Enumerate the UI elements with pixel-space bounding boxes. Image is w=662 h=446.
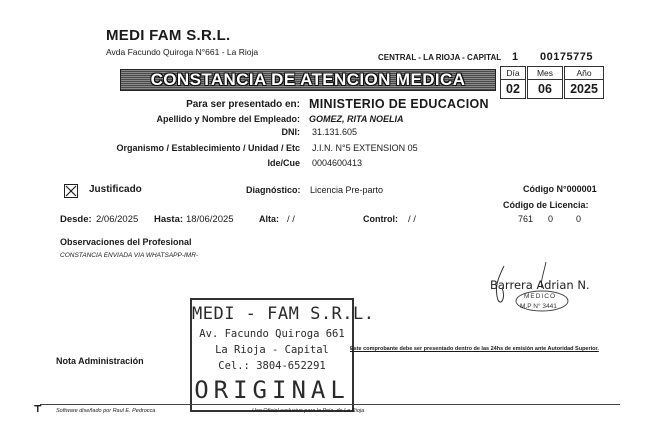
doctor-name: Barrera Adrian N. (490, 278, 590, 292)
branch-label: CENTRAL - LA RIOJA - CAPITAL (378, 53, 502, 62)
justified-checkbox[interactable] (64, 184, 78, 198)
justified-label: Justificado (89, 184, 142, 195)
company-name: MEDI FAM S.R.L. (106, 27, 231, 44)
code-label (523, 184, 597, 194)
document-title: CONSTANCIA DE ATENCION MEDICA (150, 70, 466, 89)
license-code-3: 0 (576, 214, 582, 224)
diagnosis-label: Diagnóstico: (246, 185, 301, 195)
stamp-phone: Cel.: 3804-652291 (218, 360, 326, 372)
from-label: Desde: (60, 214, 92, 225)
presented-value: MINISTERIO DE EDUCACION (309, 97, 489, 111)
software-logo-icon: ⸆ (34, 403, 42, 420)
original-stamp (190, 298, 375, 412)
ide-value: 0004600413 (312, 158, 363, 168)
to-value: 18/06/2025 (186, 214, 234, 225)
year-value: 2025 (570, 82, 598, 96)
month-label: Mes (528, 67, 562, 80)
dni-value: 31.131.605 (312, 127, 358, 137)
day-value: 02 (506, 82, 520, 96)
discharge-value: / / (287, 214, 295, 225)
official-use-note: Uso Oficial exclusivo para la Pcia. de La Rioja (252, 408, 365, 414)
date-year-box (564, 66, 604, 99)
dni-label: DNI: (281, 127, 300, 137)
observations-label: Observaciones del Profesional (60, 237, 192, 247)
doctor-signature (476, 258, 606, 328)
notice-text: Este comprobante debe ser presentado dentro de las 24hs de emisión ante Autoridad Superior. (350, 346, 599, 352)
control-label: Control: (363, 214, 398, 224)
month-value: 06 (538, 82, 552, 96)
organism-value: J.I.N. N°5 EXTENSION 05 (312, 143, 418, 153)
ide-label: Ide/Cue (267, 158, 300, 168)
doctor-role: MEDICO (524, 293, 556, 300)
day-label: Día (501, 67, 525, 80)
control-value: / / (408, 214, 416, 225)
license-code-1: 761 (518, 214, 534, 224)
check-x-icon (65, 185, 77, 197)
copy-number: 1 (512, 51, 519, 63)
stamp-address: Av. Facundo Quiroga 661 (199, 328, 345, 340)
stamp-city: La Rioja - Capital (215, 344, 329, 356)
license-code-label: Código de Licencia: (503, 200, 589, 210)
from-value: 2/06/2025 (96, 214, 139, 225)
stamp-company: MEDI - FAM S.R.L. (192, 304, 375, 324)
year-label: Año (565, 67, 603, 80)
date-month-box (527, 66, 563, 99)
observations-text: CONSTANCIA ENVIADA VIA WHATSAPP-IMR- (60, 252, 199, 259)
stamp-original: ORIGINAL (194, 376, 350, 404)
company-address: Avda Facundo Quiroga N°661 - La Rioja (106, 47, 259, 57)
license-code-2: 0 (548, 214, 554, 224)
code-label-text: Código N° (523, 184, 567, 194)
presented-label: Para ser presentado en: (186, 99, 300, 110)
software-credit: Software diseñado por Raul E. Pedrocca (56, 408, 156, 414)
organism-label: Organismo / Establecimiento / Unidad / Etc (116, 143, 300, 153)
to-label: Hasta: (154, 214, 184, 225)
code-value: 000001 (566, 184, 597, 194)
doctor-license: M.P N° 3441 (520, 303, 557, 310)
discharge-label: Alta: (259, 214, 279, 224)
date-day-box (500, 66, 526, 99)
employee-label: Apellido y Nombre del Empleado: (156, 114, 300, 124)
employee-value: GOMEZ, RITA NOELIA (309, 114, 404, 124)
serial-number: 00175775 (540, 51, 593, 63)
diagnosis-value: Licencia Pre-parto (310, 185, 384, 195)
footer-divider (40, 404, 620, 405)
admin-note-label: Nota Administración (56, 356, 144, 366)
